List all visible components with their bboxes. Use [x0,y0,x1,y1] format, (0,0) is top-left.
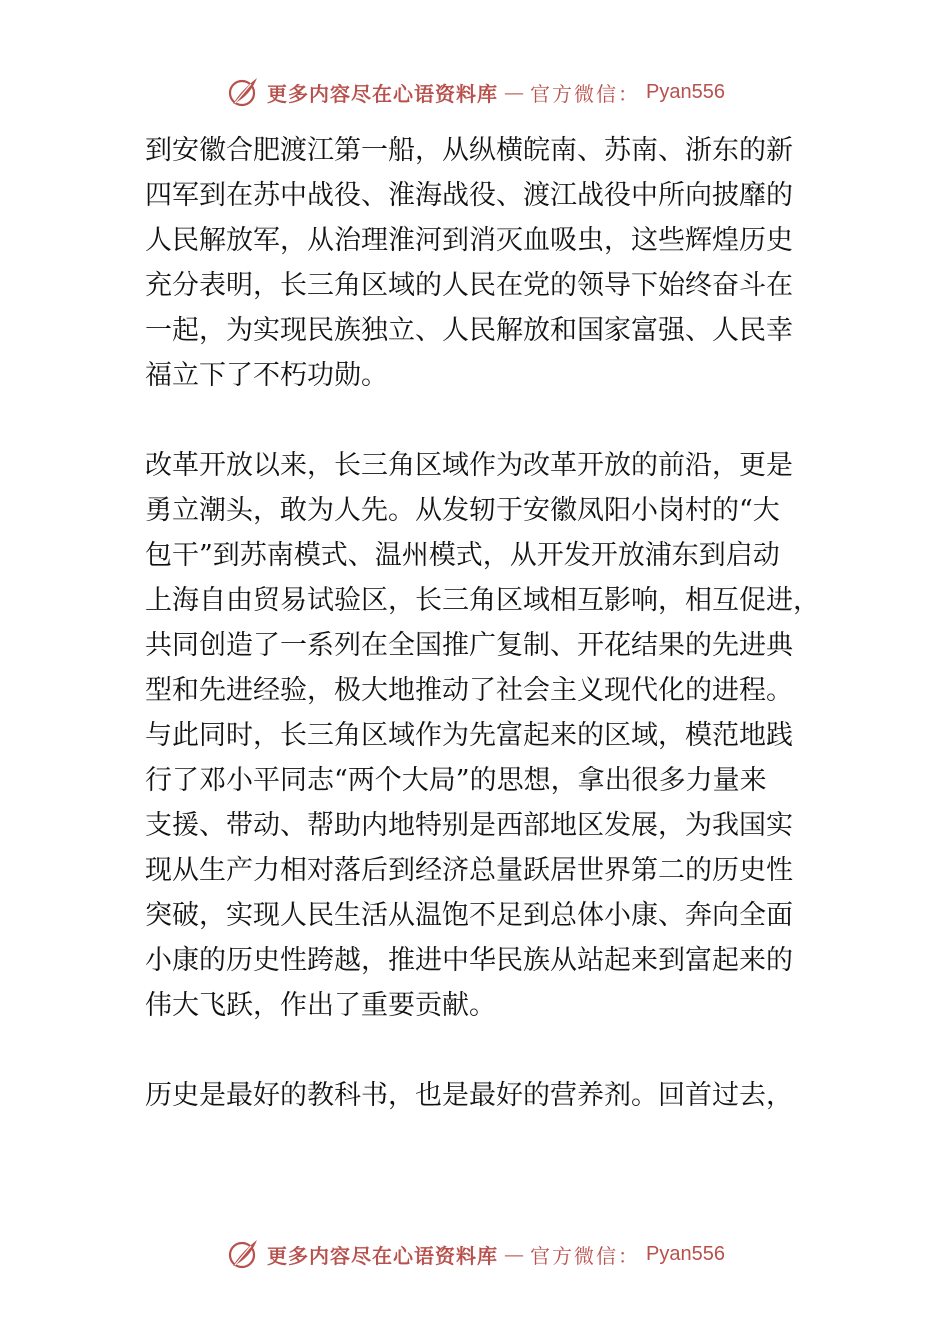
text-line: 四军到在苏中战役、淮海战役、渡江战役中所向披靡的 [145,180,793,211]
banner-wechat-id: Pyan556 [646,80,725,103]
text-line: 充分表明，长三角区域的人民在党的领导下始终奋斗在 [145,270,793,301]
text-line: 小康的历史性跨越，推进中华民族从站起来到富起来的 [145,945,793,976]
paragraph-spacer [145,398,810,443]
text-line: 型和先进经验，极大地推动了社会主义现代化的进程。 [145,675,793,706]
banner-brand-text: 更多内容尽在心语资料库 [267,81,499,106]
banner-brand-text: 更多内容尽在心语资料库 [267,1243,499,1268]
text-line: 上海自由贸易试验区，长三角区域相互影响，相互促进， [145,585,820,616]
text-line: 伟大飞跃，作出了重要贡献。 [145,990,496,1021]
text-line: 与此同时，长三角区域作为先富起来的区域，模范地践 [145,720,793,751]
text-line: 人民解放军，从治理淮河到消灭血吸虫，这些辉煌历史 [145,225,793,256]
text-line: 突破，实现人民生活从温饱不足到总体小康、奔向全面 [145,900,793,931]
text-line: 勇立潮头，敢为人先。从发轫于安徽凤阳小岗村的“大 [145,495,780,526]
text-line: 到安徽合肥渡江第一船，从纵横皖南、苏南、浙东的新 [145,135,793,166]
quill-logo-icon [225,1236,261,1272]
text-line: 行了邓小平同志“两个大局”的思想，拿出很多力量来 [145,765,767,796]
document-body [145,128,820,1118]
text-line: 现从生产力相对落后到经济总量跃居世界第二的历史性 [145,855,793,886]
banner-wechat-id: Pyan556 [646,1242,725,1265]
text-line: 改革开放以来，长三角区域作为改革开放的前沿，更是 [145,450,793,481]
text-line: 一起，为实现民族独立、人民解放和国家富强、人民幸 [145,315,793,346]
paragraph [145,1073,810,1118]
paragraph-spacer [145,1028,810,1073]
footer-watermark-banner [0,1232,950,1276]
header-watermark-banner [0,70,950,114]
paragraph [145,128,810,398]
banner-wechat-label: 官方微信： [530,1243,641,1268]
banner-separator: — [504,80,525,104]
text-line: 共同创造了一系列在全国推广复制、开花结果的先进典 [145,630,793,661]
text-line: 福立下了不朽功勋。 [145,360,388,391]
text-line: 历史是最好的教科书，也是最好的营养剂。回首过去， [145,1080,793,1111]
banner-wechat-label: 官方微信： [530,81,641,106]
banner-separator: — [504,1242,525,1266]
text-line: 支援、带动、帮助内地特别是西部地区发展，为我国实 [145,810,793,841]
quill-logo-icon [225,74,261,110]
text-line: 包干”到苏南模式、温州模式，从开发开放浦东到启动 [145,540,780,571]
paragraph [145,443,820,1028]
